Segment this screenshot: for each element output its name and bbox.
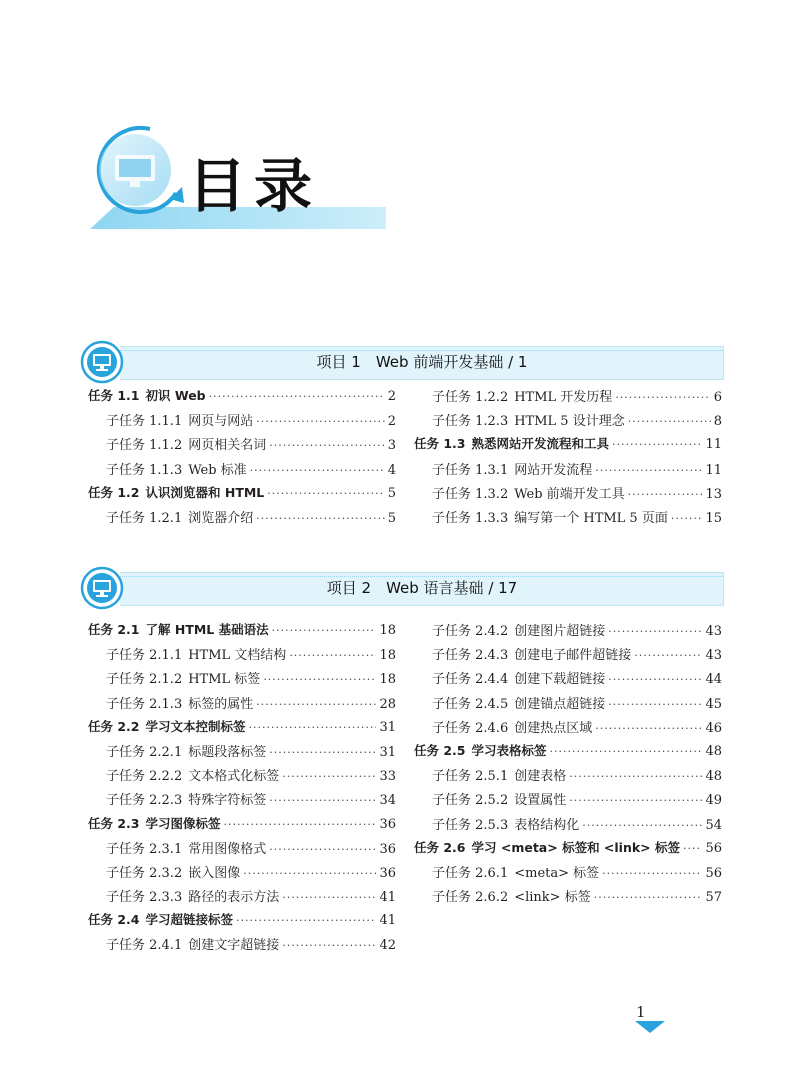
dot-leader bbox=[671, 512, 703, 525]
entry-label: 子任务 2.2.1 bbox=[106, 744, 183, 760]
toc-subtask-entry[interactable] bbox=[414, 644, 722, 668]
entry-page-number: 15 bbox=[705, 510, 722, 526]
entry-page-number: 28 bbox=[379, 696, 396, 712]
entry-page-number: 31 bbox=[379, 744, 396, 760]
entry-label: 子任务 2.2.2 bbox=[106, 769, 183, 785]
dot-leader bbox=[289, 649, 376, 662]
entry-label: 子任务 2.5.2 bbox=[432, 793, 509, 809]
entry-label: 子任务 1.1.1 bbox=[106, 414, 183, 430]
project-2-right-column bbox=[414, 620, 722, 910]
entry-label: 子任务 2.3.2 bbox=[106, 865, 183, 881]
toc-task-entry[interactable] bbox=[88, 814, 396, 838]
entry-name: 创建电子邮件超链接 bbox=[514, 648, 632, 664]
entry-name: HTML 开发历程 bbox=[514, 390, 613, 405]
project-1-right-column bbox=[414, 386, 722, 531]
computer-icon bbox=[80, 566, 124, 610]
dot-leader bbox=[282, 939, 376, 952]
dot-leader bbox=[612, 438, 702, 451]
dot-leader bbox=[608, 673, 702, 686]
entry-name: 学习 <meta> 标签和 <link> 标签 bbox=[471, 839, 680, 855]
toc-subtask-entry[interactable] bbox=[414, 765, 722, 789]
entry-name: 学习图像标签 bbox=[145, 815, 221, 831]
toc-subtask-entry[interactable] bbox=[88, 862, 396, 886]
entry-page-number: 36 bbox=[379, 816, 396, 832]
entry-page-number: 5 bbox=[387, 510, 396, 526]
project-title: 项目 2 Web 语言基础 / 17 bbox=[326, 579, 518, 597]
entry-page-number: 5 bbox=[387, 485, 396, 501]
entry-page-number: 57 bbox=[705, 890, 722, 906]
dot-leader bbox=[628, 415, 711, 428]
computer-icon bbox=[80, 340, 124, 384]
entry-label: 子任务 2.4.4 bbox=[432, 672, 509, 688]
toc-subtask-entry[interactable] bbox=[414, 693, 722, 717]
toc-subtask-entry[interactable] bbox=[414, 459, 722, 483]
entry-name: 创建锚点超链接 bbox=[514, 696, 606, 712]
toc-subtask-entry[interactable] bbox=[414, 789, 722, 813]
entry-page-number: 11 bbox=[705, 437, 722, 453]
entry-label: 任务 1.3 bbox=[414, 436, 466, 452]
toc-subtask-entry[interactable] bbox=[88, 644, 396, 668]
entry-name: <link> 标签 bbox=[514, 890, 591, 906]
entry-name: 熟悉网站开发流程和工具 bbox=[471, 436, 610, 452]
dot-leader bbox=[634, 649, 702, 662]
entry-page-number: 2 bbox=[387, 389, 396, 404]
dot-leader bbox=[249, 721, 377, 734]
entry-page-number: 33 bbox=[379, 769, 396, 785]
entry-page-number: 34 bbox=[379, 793, 396, 809]
entry-label: 子任务 2.4.6 bbox=[432, 720, 509, 736]
dot-leader bbox=[250, 464, 385, 477]
dot-leader bbox=[282, 891, 376, 904]
project-1-header bbox=[80, 340, 724, 384]
entry-name: HTML 标签 bbox=[188, 672, 261, 688]
entry-label: 子任务 2.5.3 bbox=[432, 817, 509, 833]
entry-label: 子任务 2.3.1 bbox=[106, 841, 183, 857]
entry-label: 任务 1.2 bbox=[88, 484, 140, 500]
entry-name: 标签的属性 bbox=[188, 696, 254, 712]
entry-label: 子任务 1.2.3 bbox=[432, 414, 509, 430]
toc-task-entry[interactable] bbox=[414, 434, 722, 458]
toc-subtask-entry[interactable] bbox=[88, 507, 396, 531]
dot-leader bbox=[608, 698, 702, 711]
toc-subtask-entry[interactable] bbox=[88, 434, 396, 458]
entry-name: 常用图像格式 bbox=[188, 841, 267, 857]
toc-subtask-entry[interactable] bbox=[88, 741, 396, 765]
toc-subtask-entry[interactable] bbox=[88, 459, 396, 483]
entry-page-number: 3 bbox=[387, 438, 396, 454]
entry-page-number: 18 bbox=[379, 648, 396, 664]
dot-leader bbox=[224, 818, 377, 831]
entry-page-number: 56 bbox=[705, 840, 722, 856]
dot-leader bbox=[263, 673, 376, 686]
entry-name: 学习超链接标签 bbox=[145, 912, 234, 928]
dot-leader bbox=[209, 390, 385, 403]
entry-page-number: 6 bbox=[713, 390, 722, 405]
dot-leader bbox=[269, 843, 376, 856]
entry-label: 子任务 1.1.2 bbox=[106, 438, 183, 454]
dot-leader bbox=[256, 415, 384, 428]
entry-label: 任务 2.1 bbox=[88, 622, 140, 637]
dot-leader bbox=[683, 842, 702, 855]
toc-subtask-entry[interactable] bbox=[88, 886, 396, 910]
entry-name: 标题段落标签 bbox=[188, 744, 267, 760]
entry-label: 子任务 1.3.3 bbox=[432, 510, 509, 526]
toc-subtask-entry[interactable] bbox=[88, 668, 396, 692]
entry-page-number: 45 bbox=[705, 696, 722, 712]
entry-name: <meta> 标签 bbox=[514, 865, 600, 881]
entry-label: 子任务 2.4.2 bbox=[432, 624, 509, 639]
entry-page-number: 43 bbox=[705, 648, 722, 664]
entry-page-number: 48 bbox=[705, 769, 722, 785]
toc-task-entry[interactable] bbox=[414, 838, 722, 862]
entry-label: 任务 2.6 bbox=[414, 839, 466, 855]
toc-subtask-entry[interactable] bbox=[88, 693, 396, 717]
toc-subtask-entry[interactable] bbox=[88, 934, 396, 958]
toc-subtask-entry[interactable] bbox=[414, 386, 722, 410]
entry-page-number: 42 bbox=[379, 938, 396, 954]
toc-task-entry[interactable] bbox=[88, 717, 396, 741]
dot-leader bbox=[269, 794, 376, 807]
entry-label: 子任务 2.1.2 bbox=[106, 672, 183, 688]
entry-name: Web 前端开发工具 bbox=[514, 486, 625, 502]
project-1-left-column bbox=[88, 386, 396, 531]
dot-leader bbox=[256, 698, 376, 711]
dot-leader bbox=[608, 625, 702, 638]
dot-leader bbox=[282, 770, 376, 783]
entry-page-number: 56 bbox=[705, 865, 722, 881]
entry-label: 子任务 2.6.2 bbox=[432, 890, 509, 906]
entry-name: 编写第一个 HTML 5 页面 bbox=[514, 510, 668, 526]
entry-page-number: 31 bbox=[379, 719, 396, 735]
entry-label: 子任务 1.3.2 bbox=[432, 486, 509, 502]
toc-subtask-entry[interactable] bbox=[414, 886, 722, 910]
entry-page-number: 54 bbox=[705, 817, 722, 833]
entry-name: 网页与网站 bbox=[188, 414, 254, 430]
entry-name: 嵌入图像 bbox=[188, 865, 241, 881]
toc-subtask-entry[interactable] bbox=[414, 668, 722, 692]
entry-page-number: 11 bbox=[705, 462, 722, 478]
dot-leader bbox=[595, 464, 702, 477]
entry-page-number: 8 bbox=[713, 414, 722, 430]
dot-leader bbox=[269, 439, 384, 452]
entry-label: 子任务 2.2.3 bbox=[106, 793, 183, 809]
entry-label: 子任务 1.1.3 bbox=[106, 462, 183, 478]
entry-name: HTML 文档结构 bbox=[188, 648, 287, 664]
entry-page-number: 36 bbox=[379, 865, 396, 881]
dot-leader bbox=[594, 891, 703, 904]
entry-name: 表格结构化 bbox=[514, 817, 580, 833]
dot-leader bbox=[602, 867, 702, 880]
toc-subtask-entry[interactable] bbox=[88, 838, 396, 862]
entry-name: 初识 Web bbox=[145, 388, 206, 403]
dot-leader bbox=[569, 794, 702, 807]
entry-name: 创建热点区域 bbox=[514, 720, 593, 736]
entry-name: 网页相关名词 bbox=[188, 438, 267, 454]
entry-label: 子任务 1.2.1 bbox=[106, 510, 183, 526]
entry-page-number: 18 bbox=[379, 623, 396, 638]
entry-name: 特殊字符标签 bbox=[188, 793, 267, 809]
entry-name: 创建文字超链接 bbox=[188, 938, 280, 954]
entry-label: 子任务 2.4.5 bbox=[432, 696, 509, 712]
toc-task-entry[interactable] bbox=[88, 910, 396, 934]
entry-label: 子任务 2.6.1 bbox=[432, 865, 509, 881]
entry-name: 创建表格 bbox=[514, 769, 567, 785]
entry-label: 任务 2.2 bbox=[88, 718, 140, 734]
entry-label: 任务 2.3 bbox=[88, 815, 140, 831]
entry-name: 路径的表示方法 bbox=[188, 890, 280, 906]
dot-leader bbox=[267, 487, 384, 500]
entry-page-number: 18 bbox=[379, 672, 396, 688]
entry-page-number: 41 bbox=[379, 913, 396, 929]
entry-label: 子任务 2.4.3 bbox=[432, 648, 509, 664]
entry-name: 创建下载超链接 bbox=[514, 672, 606, 688]
project-2-header bbox=[80, 566, 724, 610]
entry-label: 子任务 1.2.2 bbox=[432, 390, 509, 405]
toc-subtask-entry[interactable] bbox=[414, 862, 722, 886]
dot-leader bbox=[269, 746, 376, 759]
dot-leader bbox=[615, 391, 710, 404]
toc-subtask-entry[interactable] bbox=[414, 410, 722, 434]
toc-title-block bbox=[80, 115, 400, 240]
entry-page-number: 44 bbox=[705, 672, 722, 688]
project-title: 项目 1 Web 前端开发基础 / 1 bbox=[316, 353, 528, 371]
toc-subtask-entry[interactable] bbox=[88, 410, 396, 434]
entry-name: 文本格式化标签 bbox=[188, 769, 280, 785]
entry-name: HTML 5 设计理念 bbox=[514, 414, 625, 430]
entry-page-number: 43 bbox=[705, 624, 722, 639]
dot-leader bbox=[243, 867, 376, 880]
toc-subtask-entry[interactable] bbox=[414, 620, 722, 644]
toc-task-entry[interactable] bbox=[88, 483, 396, 507]
entry-page-number: 4 bbox=[387, 462, 396, 478]
entry-name: 创建图片超链接 bbox=[514, 624, 606, 639]
project-2-left-column bbox=[88, 620, 396, 959]
dot-leader bbox=[550, 745, 703, 758]
entry-page-number: 49 bbox=[705, 793, 722, 809]
entry-name: 设置属性 bbox=[514, 793, 567, 809]
entry-label: 子任务 2.1.1 bbox=[106, 648, 183, 664]
dot-leader bbox=[595, 722, 702, 735]
entry-label: 子任务 2.1.3 bbox=[106, 696, 183, 712]
monitor-logo-icon bbox=[80, 115, 190, 225]
entry-label: 子任务 1.3.1 bbox=[432, 462, 509, 478]
entry-label: 任务 2.5 bbox=[414, 742, 466, 758]
entry-name: 认识浏览器和 HTML bbox=[145, 484, 265, 500]
entry-page-number: 46 bbox=[705, 720, 722, 736]
entry-label: 子任务 2.5.1 bbox=[432, 769, 509, 785]
toc-task-entry[interactable] bbox=[88, 386, 396, 410]
toc-subtask-entry[interactable] bbox=[414, 507, 722, 531]
dot-leader bbox=[272, 624, 377, 637]
entry-page-number: 41 bbox=[379, 890, 396, 906]
entry-name: 浏览器介绍 bbox=[188, 510, 254, 526]
dot-leader bbox=[569, 770, 702, 783]
entry-page-number: 2 bbox=[387, 414, 396, 430]
toc-task-entry[interactable] bbox=[414, 741, 722, 765]
page-title: 目录 bbox=[188, 152, 321, 220]
entry-name: Web 标准 bbox=[188, 462, 247, 478]
toc-subtask-entry[interactable] bbox=[414, 483, 722, 507]
dot-leader bbox=[256, 512, 384, 525]
toc-subtask-entry[interactable] bbox=[88, 765, 396, 789]
entry-name: 网站开发流程 bbox=[514, 462, 593, 478]
entry-label: 子任务 2.4.1 bbox=[106, 938, 183, 954]
dot-leader bbox=[628, 488, 703, 501]
entry-label: 任务 1.1 bbox=[88, 388, 140, 403]
toc-subtask-entry[interactable] bbox=[414, 717, 722, 741]
entry-label: 子任务 2.3.3 bbox=[106, 890, 183, 906]
entry-name: 学习表格标签 bbox=[471, 742, 547, 758]
dot-leader bbox=[236, 914, 376, 927]
toc-task-entry[interactable] bbox=[88, 620, 396, 644]
entry-name: 学习文本控制标签 bbox=[145, 718, 246, 734]
page-down-arrow-icon bbox=[635, 1021, 665, 1033]
toc-subtask-entry[interactable] bbox=[414, 814, 722, 838]
entry-page-number: 48 bbox=[705, 743, 722, 759]
toc-subtask-entry[interactable] bbox=[88, 789, 396, 813]
entry-page-number: 13 bbox=[705, 486, 722, 502]
page-number: 1 bbox=[636, 1003, 646, 1021]
entry-name: 了解 HTML 基础语法 bbox=[145, 622, 269, 637]
entry-page-number: 36 bbox=[379, 841, 396, 857]
dot-leader bbox=[582, 819, 702, 832]
entry-label: 任务 2.4 bbox=[88, 912, 140, 928]
